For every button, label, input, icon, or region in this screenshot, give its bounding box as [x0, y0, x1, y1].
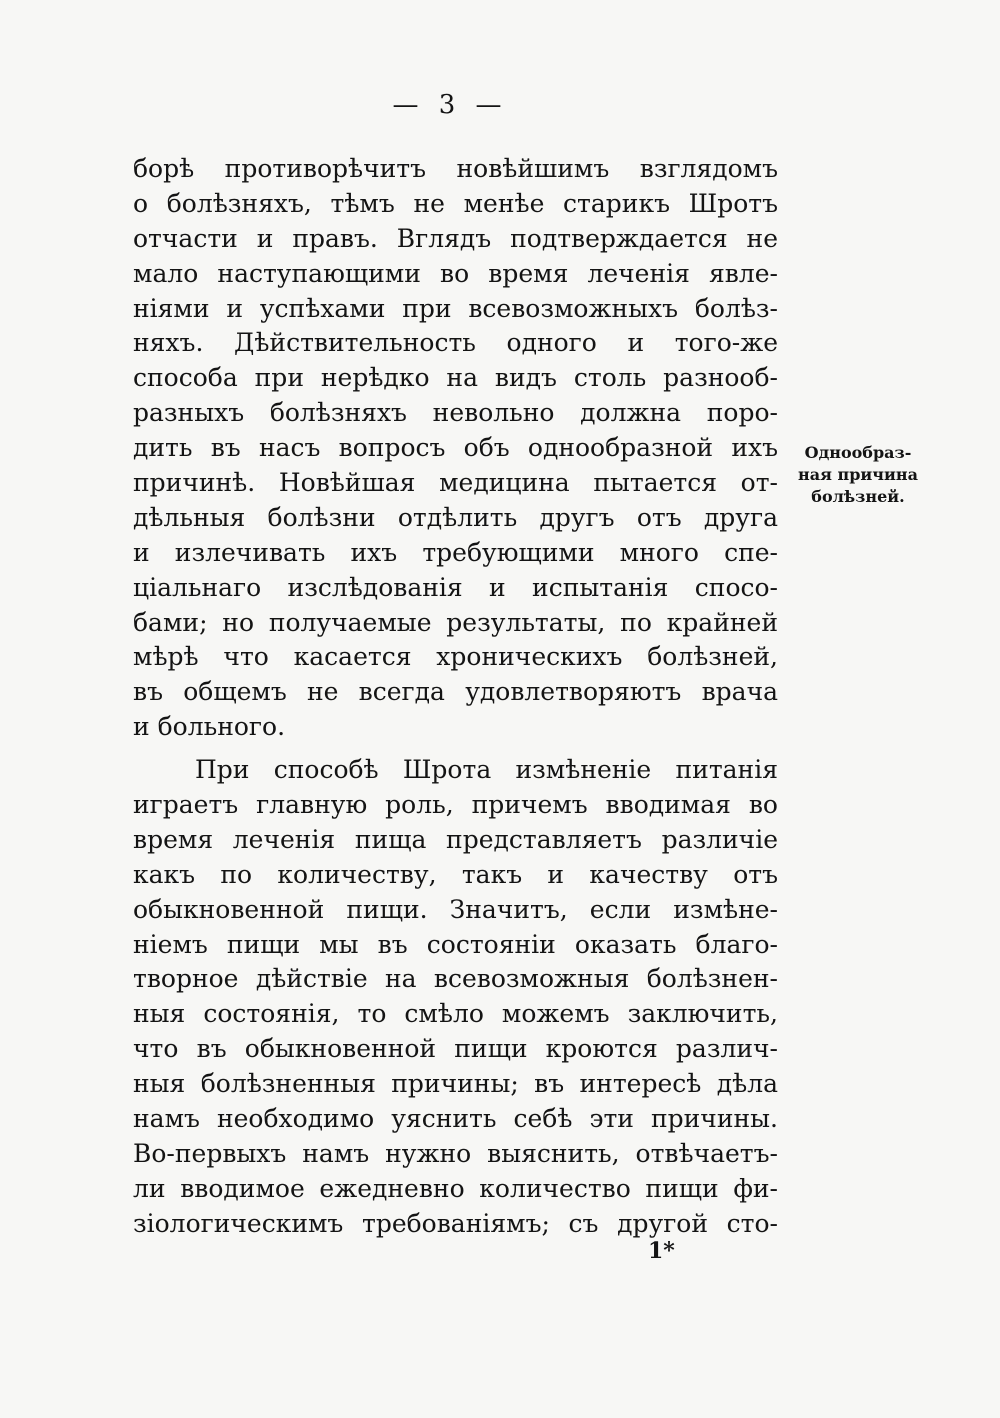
text-line: борѣ противорѣчитъ новѣйшимъ взглядомъ [133, 154, 778, 183]
paragraph-start-line: При способѣ Шрота измѣненіе питанія [195, 755, 778, 785]
page-number: — 3 — [392, 90, 508, 120]
text-line: мало наступающими во время леченія явле- [133, 258, 778, 288]
text-line: дѣльныя болѣзни отдѣлить другъ отъ друга [133, 502, 778, 532]
text-line: ныя болѣзненныя причины; въ интересѣ дѣла [133, 1069, 778, 1099]
text-line: ныя состоянія, то смѣло можемъ заключить, [133, 999, 778, 1029]
marginal-note-line: болѣзней. [811, 487, 905, 506]
text-line: бами; но получаемые результаты, по крайней [133, 607, 778, 637]
text-line: отчасти и правъ. Вглядъ подтверждается не [133, 223, 778, 253]
marginal-note [793, 442, 923, 508]
marginal-note-line: ная причина [798, 465, 918, 484]
text-line: ніемъ пищи мы въ состояніи оказать благо- [133, 929, 778, 959]
text-line: о болѣзняхъ, тѣмъ не менѣе старикъ Шротъ [133, 188, 778, 218]
text-line: и больного. [133, 712, 286, 742]
text-line: играетъ главную роль, причемъ вводимая во [133, 790, 778, 820]
text-line: причинѣ. Новѣйшая медицина пытается от- [133, 468, 778, 498]
text-line: способа при нерѣдко на видъ столь разнооб- [133, 363, 778, 393]
text-line: въ общемъ не всегда удовлетворяютъ врача [133, 677, 778, 707]
text-line: ціальнаго изслѣдованія и испытанія спосо- [133, 572, 778, 602]
text-line: что въ обыкновенной пищи кроются различ- [133, 1034, 778, 1064]
text-line: няхъ. Дѣйствительность одного и того-же [133, 328, 778, 358]
signature-mark: 1* [648, 1238, 675, 1264]
text-line: зіологическимъ требованіямъ; съ другой сто- [133, 1208, 778, 1238]
marginal-note-line: Однообраз- [804, 443, 912, 462]
text-line: какъ по количеству, такъ и качеству отъ [133, 859, 778, 889]
text-line: обыкновенной пищи. Значитъ, если измѣне- [133, 894, 778, 924]
text-line: ли вводимое ежедневно количество пищи фи- [133, 1173, 778, 1203]
text-line: время леченія пища представляетъ различіе [133, 824, 778, 854]
text-line: творное дѣйствіе на всевозможныя болѣзнен- [133, 964, 778, 994]
text-line: ніями и успѣхами при всевозможныхъ болѣз- [133, 293, 778, 323]
text-line: намъ необходимо уяснить себѣ эти причины. [133, 1104, 778, 1134]
text-line: дить въ насъ вопросъ объ однообразной ихъ [133, 433, 778, 463]
text-line: разныхъ болѣзняхъ невольно должна поро- [133, 398, 778, 428]
text-line: и излечивать ихъ требующими много спе- [133, 537, 778, 567]
body-text [133, 152, 778, 1242]
text-line: Во-первыхъ намъ нужно выяснить, отвѣчаетъ- [133, 1138, 778, 1168]
text-line: мѣрѣ что касается хроническихъ болѣзней, [133, 642, 778, 672]
